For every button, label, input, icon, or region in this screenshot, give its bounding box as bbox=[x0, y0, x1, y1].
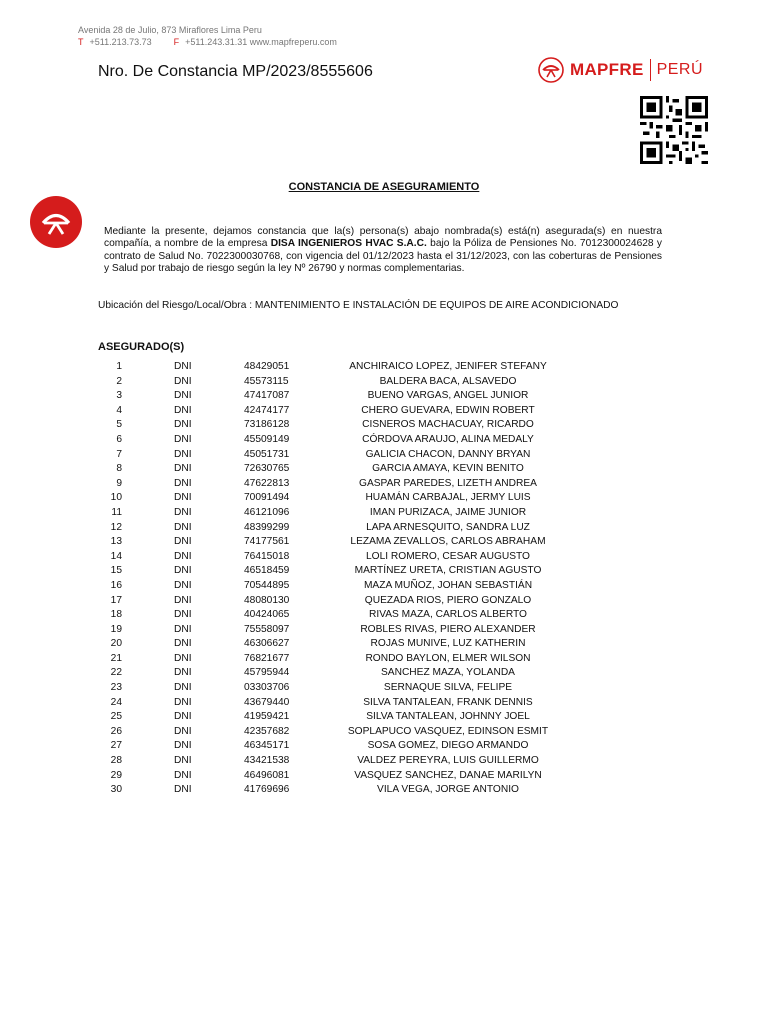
document-number: 73186128 bbox=[244, 419, 290, 431]
document-type: DNI bbox=[174, 477, 192, 489]
certificate-number-title: Nro. De Constancia MP/2023/8555606 bbox=[98, 63, 373, 80]
row-number: 3 bbox=[116, 390, 122, 402]
row-number: 23 bbox=[110, 682, 122, 694]
list-item bbox=[98, 521, 598, 536]
insured-name: SILVA TANTALEAN, FRANK DENNIS bbox=[363, 696, 533, 708]
document-type: DNI bbox=[174, 579, 192, 591]
fax-label: F bbox=[173, 37, 180, 47]
company-address bbox=[78, 25, 262, 35]
certificate-body-paragraph bbox=[104, 226, 662, 276]
row-number: 9 bbox=[116, 477, 122, 489]
list-item bbox=[98, 433, 598, 448]
logo-divider bbox=[650, 59, 651, 81]
mapfre-peru-logo bbox=[538, 58, 703, 82]
insured-name: VASQUEZ SANCHEZ, DANAE MARILYN bbox=[354, 769, 542, 781]
list-item bbox=[98, 710, 598, 725]
row-number: 4 bbox=[116, 404, 122, 416]
list-item bbox=[98, 754, 598, 769]
document-number: 70091494 bbox=[244, 492, 290, 504]
logo-brand-text: MAPFRE bbox=[570, 60, 644, 79]
insured-section-title: ASEGURADO(S) bbox=[98, 341, 185, 353]
row-number: 2 bbox=[116, 375, 122, 387]
row-number: 19 bbox=[110, 623, 122, 635]
document-number: 48429051 bbox=[244, 361, 290, 372]
list-item bbox=[98, 550, 598, 565]
logo-country-text: PERÚ bbox=[656, 61, 704, 78]
document-type: DNI bbox=[174, 740, 192, 752]
document-type: DNI bbox=[174, 594, 192, 606]
document-number: 47622813 bbox=[244, 477, 290, 489]
list-item bbox=[98, 623, 598, 638]
list-item bbox=[98, 404, 598, 419]
address-text: Avenida 28 de Julio, 873 Miraflores Lima Peru bbox=[78, 25, 262, 35]
document-type: DNI bbox=[174, 682, 192, 694]
insured-name: VILA VEGA, JORGE ANTONIO bbox=[377, 784, 519, 796]
document-type: DNI bbox=[174, 755, 192, 767]
document-number: 45051731 bbox=[244, 448, 290, 460]
list-item bbox=[98, 375, 598, 390]
insured-name: LOLI ROMERO, CESAR AUGUSTO bbox=[366, 550, 530, 562]
insured-name: CHERO GUEVARA, EDWIN ROBERT bbox=[361, 404, 535, 416]
document-number: 41959421 bbox=[244, 711, 290, 723]
document-number: 45509149 bbox=[244, 433, 290, 445]
row-number: 30 bbox=[110, 784, 122, 796]
list-item bbox=[98, 418, 598, 433]
document-type: DNI bbox=[174, 725, 192, 737]
insured-name: SERNAQUE SILVA, FELIPE bbox=[383, 682, 513, 694]
mapfre-seal-icon bbox=[30, 196, 82, 248]
row-number: 14 bbox=[110, 550, 122, 562]
document-type: DNI bbox=[174, 652, 192, 664]
insured-name: CÓRDOVA ARAUJO, ALINA MEDALY bbox=[362, 433, 534, 445]
document-number: 45795944 bbox=[244, 667, 290, 679]
list-item bbox=[98, 477, 598, 492]
row-number: 15 bbox=[110, 565, 122, 577]
insured-name: LAPA ARNESQUITO, SANDRA LUZ bbox=[366, 521, 530, 533]
qr-code-icon bbox=[638, 96, 710, 164]
document-type: DNI bbox=[174, 375, 192, 387]
paragraph-details: bajo la Póliza de Pensiones No. 7012300024628 y contrato de Salud No. 7022300030768, con vigencia del 01/12/2023 hasta el 31/12/2023, con las coberturas de Pensiones y Salud por trabajo de riesgo según la ley Nº 26790 y normas complementarias. bbox=[104, 238, 662, 275]
insured-name: ANCHIRAICO LOPEZ, JENIFER STEFANY bbox=[349, 361, 547, 372]
row-number: 5 bbox=[116, 419, 122, 431]
row-number: 22 bbox=[110, 667, 122, 679]
document-type: DNI bbox=[174, 609, 192, 621]
document-type: DNI bbox=[174, 492, 192, 504]
phone-number: +511.213.73.73 bbox=[89, 37, 152, 47]
insured-name: GARCIA AMAYA, KEVIN BENITO bbox=[372, 463, 524, 475]
row-number: 11 bbox=[111, 506, 122, 518]
document-type: DNI bbox=[174, 536, 192, 548]
document-type: DNI bbox=[174, 521, 192, 533]
row-number: 26 bbox=[110, 725, 122, 737]
document-type: DNI bbox=[174, 696, 192, 708]
insured-name: ROBLES RIVAS, PIERO ALEXANDER bbox=[360, 623, 536, 635]
list-item bbox=[98, 389, 598, 404]
insured-name: SOPLAPUCO VASQUEZ, EDINSON ESMIT bbox=[347, 725, 549, 737]
row-number: 10 bbox=[110, 492, 122, 504]
list-item bbox=[98, 739, 598, 754]
row-number: 6 bbox=[116, 433, 122, 445]
insured-name: RONDO BAYLON, ELMER WILSON bbox=[365, 652, 531, 664]
list-item bbox=[98, 783, 598, 798]
document-type: DNI bbox=[174, 769, 192, 781]
document-type: DNI bbox=[174, 404, 192, 416]
document-type: DNI bbox=[174, 463, 192, 475]
document-type: DNI bbox=[174, 565, 192, 577]
insured-name: MARTÍNEZ URETA, CRISTIAN AGUSTO bbox=[354, 565, 542, 577]
insured-name: SOSA GOMEZ, DIEGO ARMANDO bbox=[367, 740, 529, 752]
fax-and-website: +511.243.31.31 www.mapfreperu.com bbox=[185, 37, 337, 47]
document-type: DNI bbox=[174, 419, 192, 431]
row-number: 28 bbox=[110, 755, 122, 767]
list-item bbox=[98, 696, 598, 711]
insured-name: GALICIA CHACON, DANNY BRYAN bbox=[365, 448, 531, 460]
insured-name: RIVAS MAZA, CARLOS ALBERTO bbox=[369, 609, 527, 621]
row-number: 20 bbox=[110, 638, 122, 650]
document-number: 46496081 bbox=[244, 769, 290, 781]
row-number: 1 bbox=[116, 361, 122, 372]
company-contact bbox=[78, 37, 337, 47]
document-number: 46121096 bbox=[244, 506, 290, 518]
list-item bbox=[98, 564, 598, 579]
insured-name: VALDEZ PEREYRA, LUIS GUILLERMO bbox=[357, 755, 539, 767]
row-number: 29 bbox=[110, 769, 122, 781]
document-type: DNI bbox=[174, 784, 192, 796]
document-number: 76415018 bbox=[244, 550, 290, 562]
document-number: 43679440 bbox=[244, 696, 290, 708]
document-number: 76821677 bbox=[244, 652, 290, 664]
row-number: 27 bbox=[110, 740, 122, 752]
document-number: 48399299 bbox=[244, 521, 290, 533]
document-type: DNI bbox=[174, 550, 192, 562]
insured-name: BALDERA BACA, ALSAVEDO bbox=[379, 375, 517, 387]
list-item bbox=[98, 681, 598, 696]
list-item bbox=[98, 769, 598, 784]
document-type: DNI bbox=[174, 361, 192, 372]
document-type: DNI bbox=[174, 448, 192, 460]
document-number: 42357682 bbox=[244, 725, 290, 737]
document-number: 40424065 bbox=[244, 609, 290, 621]
document-number: 03303706 bbox=[244, 682, 290, 694]
document-number: 72630765 bbox=[244, 463, 290, 475]
document-number: 45573115 bbox=[244, 375, 289, 387]
row-number: 17 bbox=[110, 594, 122, 606]
row-number: 16 bbox=[110, 579, 122, 591]
document-number: 41769696 bbox=[244, 784, 290, 796]
document-type: DNI bbox=[174, 506, 192, 518]
document-number: 47417087 bbox=[244, 390, 290, 402]
document-number: 46518459 bbox=[244, 565, 290, 577]
document-number: 46345171 bbox=[244, 740, 290, 752]
insured-list bbox=[98, 360, 598, 798]
insured-company-name: DISA INGENIEROS HVAC S.A.C. bbox=[270, 238, 427, 250]
insured-name: BUENO VARGAS, ANGEL JUNIOR bbox=[367, 390, 529, 402]
insured-name: GASPAR PAREDES, LIZETH ANDREA bbox=[359, 477, 537, 489]
row-number: 12 bbox=[110, 521, 122, 533]
insured-name: HUAMÁN CARBAJAL, JERMY LUIS bbox=[365, 492, 531, 504]
document-number: 74177561 bbox=[244, 536, 290, 548]
insured-name: SANCHEZ MAZA, YOLANDA bbox=[381, 667, 515, 679]
document-type: DNI bbox=[174, 711, 192, 723]
document-type: DNI bbox=[174, 433, 192, 445]
insured-name: CISNEROS MACHACUAY, RICARDO bbox=[362, 419, 534, 431]
list-item bbox=[98, 360, 598, 375]
list-item bbox=[98, 535, 598, 550]
list-item bbox=[98, 594, 598, 609]
risk-location: Ubicación del Riesgo/Local/Obra : MANTENIMIENTO E INSTALACIÓN DE EQUIPOS DE AIRE ACONDICIONADO bbox=[98, 300, 619, 311]
list-item bbox=[98, 448, 598, 463]
insured-name: IMAN PURIZACA, JAIME JUNIOR bbox=[369, 506, 527, 518]
document-type: DNI bbox=[174, 638, 192, 650]
insured-name: QUEZADA RIOS, PIERO GONZALO bbox=[364, 594, 532, 606]
document-number: 46306627 bbox=[244, 638, 290, 650]
paragraph-intro: Mediante la presente, dejamos constancia que la(s) persona(s) abajo nombrada(s) está(n) asegurada(s) en nuestra compañía, a nombre de la empresa bbox=[104, 226, 662, 250]
document-number: 75558097 bbox=[244, 623, 290, 635]
phone-label: T bbox=[78, 37, 84, 47]
document-type: DNI bbox=[174, 390, 192, 402]
list-item bbox=[98, 506, 598, 521]
row-number: 18 bbox=[110, 609, 122, 621]
document-number: 48080130 bbox=[244, 594, 290, 606]
list-item bbox=[98, 652, 598, 667]
insured-name: ROJAS MUNIVE, LUZ KATHERIN bbox=[370, 638, 526, 650]
row-number: 21 bbox=[110, 652, 122, 664]
list-item bbox=[98, 666, 598, 681]
document-type: DNI bbox=[174, 667, 192, 679]
insured-name: MAZA MUÑOZ, JOHAN SEBASTIÁN bbox=[363, 579, 533, 591]
list-item bbox=[98, 462, 598, 477]
insured-name: SILVA TANTALEAN, JOHNNY JOEL bbox=[366, 711, 530, 723]
mapfre-emblem-icon bbox=[538, 57, 564, 83]
list-item bbox=[98, 725, 598, 740]
insured-name: LEZAMA ZEVALLOS, CARLOS ABRAHAM bbox=[350, 536, 546, 548]
document-type: DNI bbox=[174, 623, 192, 635]
document-number: 43421538 bbox=[244, 755, 290, 767]
list-item bbox=[98, 608, 598, 623]
list-item bbox=[98, 491, 598, 506]
list-item bbox=[98, 637, 598, 652]
document-number: 70544895 bbox=[244, 579, 290, 591]
row-number: 24 bbox=[110, 696, 122, 708]
row-number: 7 bbox=[116, 448, 122, 460]
row-number: 25 bbox=[110, 711, 122, 723]
list-item bbox=[98, 579, 598, 594]
row-number: 13 bbox=[110, 536, 122, 548]
row-number: 8 bbox=[116, 463, 122, 475]
document-heading: CONSTANCIA DE ASEGURAMIENTO bbox=[288, 181, 480, 193]
document-number: 42474177 bbox=[244, 404, 290, 416]
